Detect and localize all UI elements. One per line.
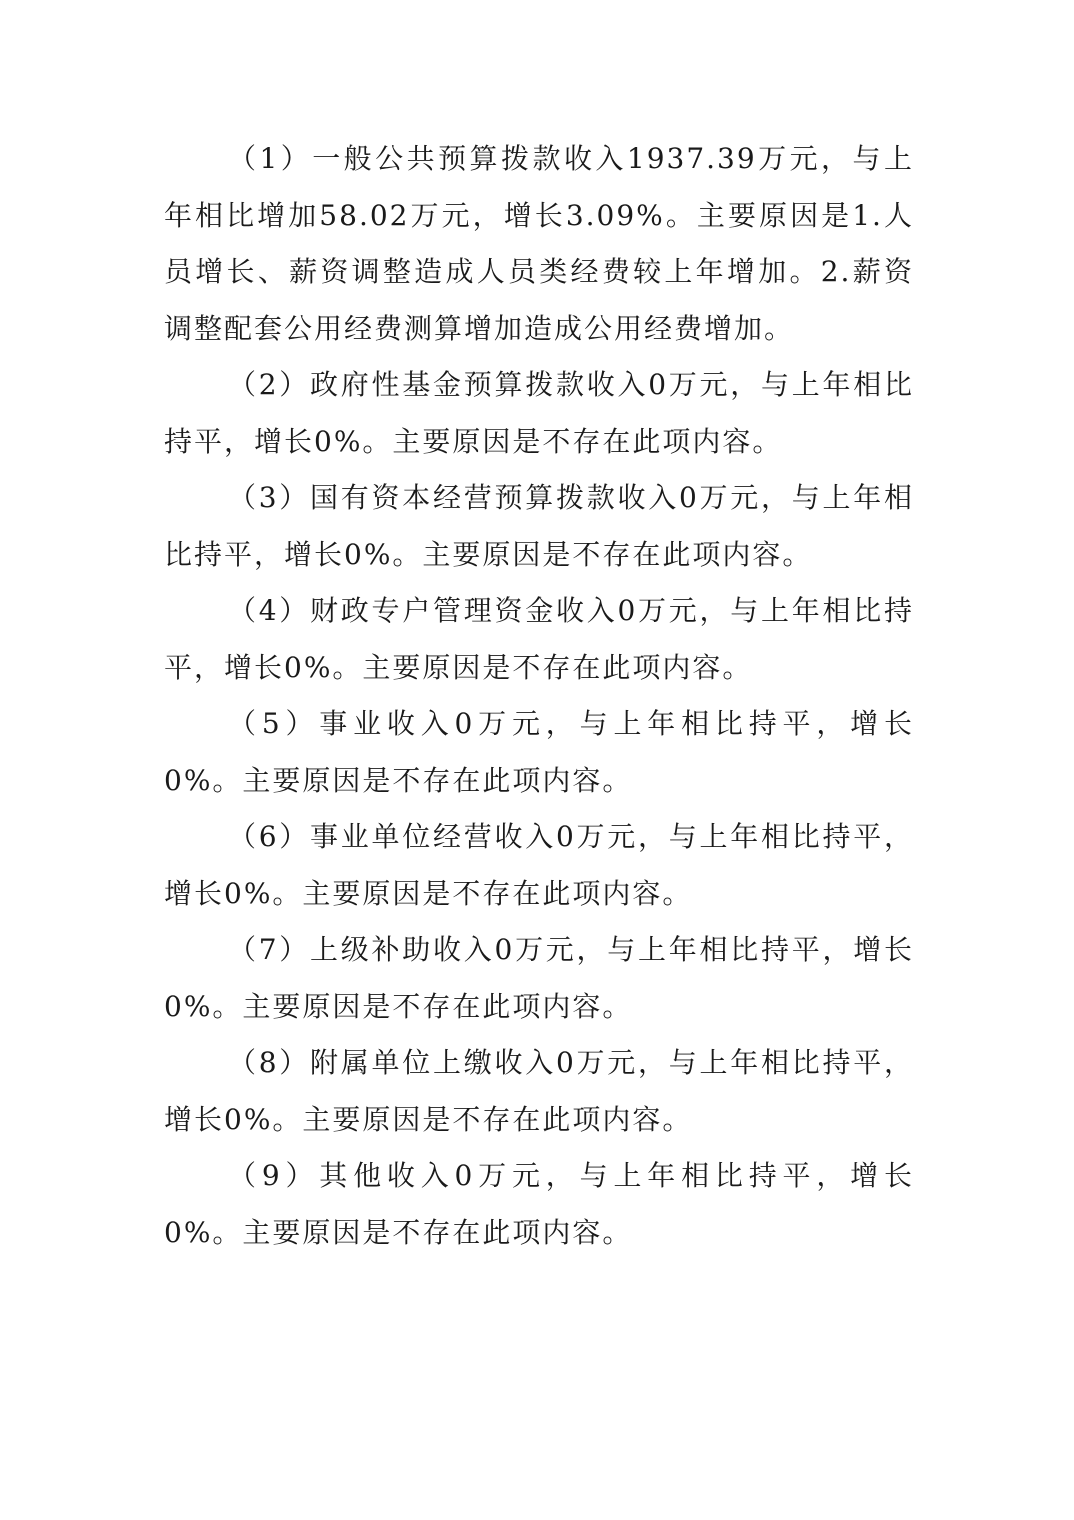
paragraph-operating-income: （6）事业单位经营收入0万元，与上年相比持平，增长0%。主要原因是不存在此项内容。: [164, 820, 914, 910]
paragraph-special-account: （4）财政专户管理资金收入0万元，与上年相比持平，增长0%。主要原因是不存在此项内容。: [164, 594, 914, 684]
paragraph-superior-subsidy: （7）上级补助收入0万元，与上年相比持平，增长0%。主要原因是不存在此项内容。: [164, 933, 914, 1023]
paragraph-business-income: （5）事业收入0万元，与上年相比持平，增长0%。主要原因是不存在此项内容。: [164, 707, 914, 797]
paragraph-general-budget: （1）一般公共预算拨款收入1937.39万元，与上年相比增加58.02万元，增长3.09%。主要原因是1.人员增长、薪资调整造成人员类经费较上年增加。2.薪资调整配套公用经费测算增加造成公用经费增加。: [164, 142, 914, 345]
document-body: [164, 131, 914, 1261]
paragraph-affiliated-remit: （8）附属单位上缴收入0万元，与上年相比持平，增长0%。主要原因是不存在此项内容。: [164, 1046, 914, 1136]
paragraph-government-fund: （2）政府性基金预算拨款收入0万元，与上年相比持平，增长0%。主要原因是不存在此项内容。: [164, 368, 914, 458]
paragraph-state-capital: （3）国有资本经营预算拨款收入0万元，与上年相比持平，增长0%。主要原因是不存在此项内容。: [164, 481, 914, 571]
paragraph-other-income: （9）其他收入0万元，与上年相比持平，增长0%。主要原因是不存在此项内容。: [164, 1159, 914, 1249]
